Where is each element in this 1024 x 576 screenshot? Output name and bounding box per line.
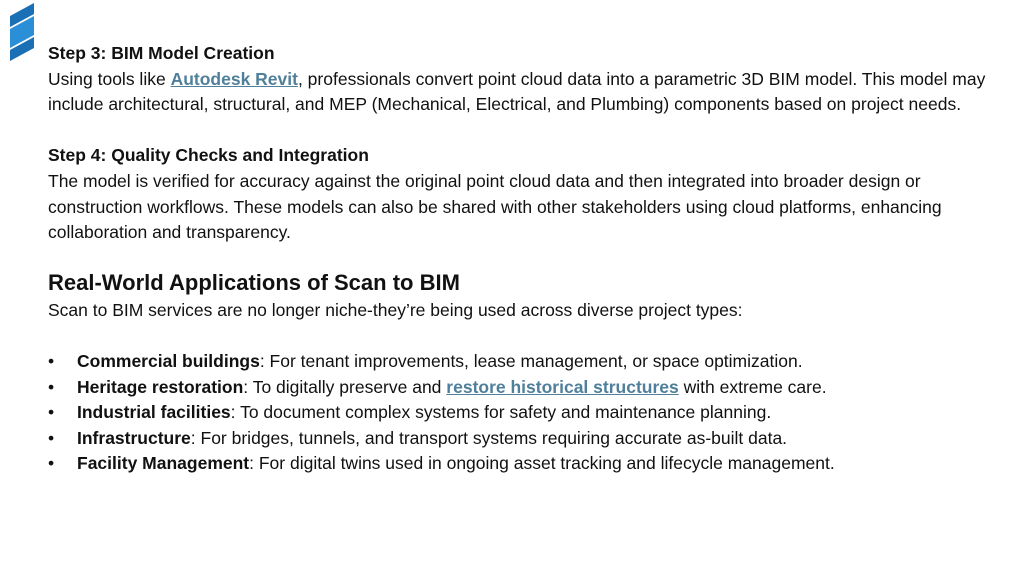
step4-title: Step 4: Quality Checks and Integration — [48, 145, 369, 166]
list-item-commercial — [48, 349, 1008, 375]
applications-intro: Scan to BIM services are no longer niche-they’re being used across diverse project types: — [48, 299, 743, 320]
autodesk-revit-link[interactable]: Autodesk Revit — [170, 68, 298, 89]
item-text-before-link: : To digitally preserve and — [243, 376, 447, 397]
list-item-facility-management — [48, 451, 1008, 477]
list-item-industrial — [48, 400, 1008, 426]
bullet-icon: • — [48, 376, 55, 397]
document-body — [48, 41, 1008, 477]
bullet-icon: • — [48, 427, 55, 448]
list-item-infrastructure — [48, 426, 1008, 452]
item-text: : For digital twins used in ongoing asset tracking and lifecycle management. — [249, 453, 835, 474]
applications-list — [48, 349, 1008, 477]
item-term: Commercial buildings — [77, 350, 260, 371]
item-text: : For bridges, tunnels, and transport systems requiring accurate as-built data. — [190, 427, 788, 448]
item-term: Industrial facilities — [77, 402, 231, 423]
item-term: Infrastructure — [77, 427, 191, 448]
item-text-after-link: with extreme care. — [678, 376, 827, 397]
step3-section — [48, 41, 1008, 118]
brand-s-logo-icon — [6, 2, 38, 62]
item-term: Facility Management — [77, 453, 250, 474]
item-term: Heritage restoration — [77, 376, 244, 397]
applications-heading: Real-World Applications of Scan to BIM — [48, 269, 460, 295]
bullet-icon: • — [48, 350, 55, 371]
restore-historical-structures-link[interactable]: restore historical structures — [446, 376, 679, 397]
list-item-heritage — [48, 375, 1008, 401]
step3-text-before-link: Using tools like — [48, 68, 171, 89]
step3-text-after-link: , professionals convert point cloud data into a parametric 3D BIM model. This model may include architectural, structural, and MEP (Mechanical, Electrical, and Plumbing) components based on project needs. — [48, 68, 986, 115]
step3-body — [48, 67, 1008, 118]
item-text: : For tenant improvements, lease management, or space optimization. — [259, 350, 803, 371]
step4-section — [48, 143, 1008, 245]
bullet-icon: • — [48, 402, 55, 423]
item-text: : To document complex systems for safety and maintenance planning. — [230, 402, 772, 423]
applications-section — [48, 268, 1008, 477]
step3-title: Step 3: BIM Model Creation — [48, 43, 275, 63]
step4-body: The model is verified for accuracy against the original point cloud data and then integrated into broader design or construction workflows. These models can also be shared with other stakeholders using cloud platforms, enhancing collaboration and transparency. — [48, 170, 942, 243]
bullet-icon: • — [48, 453, 55, 474]
